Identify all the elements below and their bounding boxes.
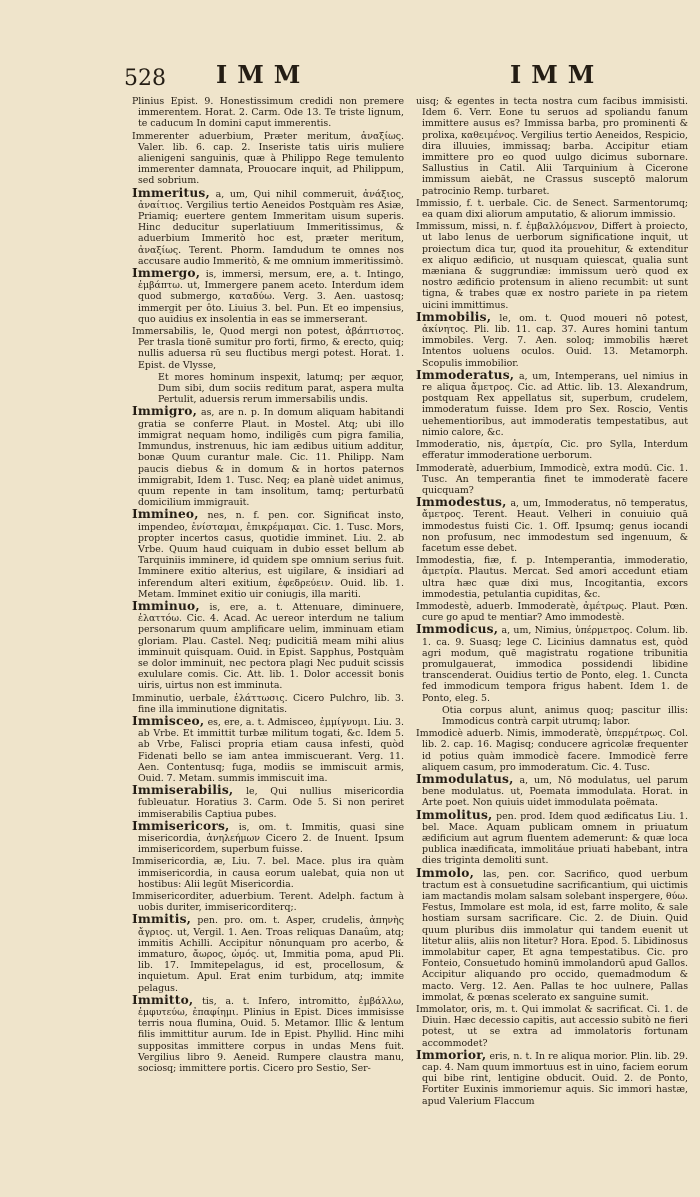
entry-headword: Immitto,: [132, 992, 194, 1007]
entry-text: pen. pro. om. t. Asper, crudelis, ἀπηνὴς ἄγριος. ut, Vergil. 1. Aen. Troas reliquas Danaûm, atq; immitis Achilli. Accipitur nōnunquam pro acerbo, & immaturo, ἄωρος, ὠμός. ut, Immitia poma, apud Pli. lib. 17. Immitepelagus, id est, procellosum, & inquietum. Apul. Erat enim turbidum, atq; immite pelagus.: [138, 915, 404, 994]
entry-headword: Immeritus,: [132, 185, 210, 200]
entry-headword: Immolo,: [416, 865, 475, 880]
dictionary-entry: [132, 326, 404, 371]
dictionary-entry: [416, 865, 688, 1003]
entry-headword: Immisericors,: [132, 818, 230, 833]
entry-text: le, om. t. Quod moueri nō potest, ἀκίνητος. Pli. lib. 11. cap. 37. Aures homini tantum immobiles. Verg. 7. Aen. soloq; immobilis hæret Intentos uoluens oculos. Ouid. 13. Metamorph. Scopulis immobilior.: [422, 312, 688, 369]
entry-text: es, ere, a. t. Admisceo, ἐμμίγνυμι. Liu. 3. ab Vrbe. Et immittit turbæ militum togati, &c. Idem 5. ab Vrbe, Falisci propria etiam causa infesti, quòd Fidenati bello se iam antea immiscuerant. Verg. 11. Aen. Contentusq; fuga, modiis se immiscuit armis, Ouid. 7. Metam. summis immiscuit ima.: [138, 716, 404, 784]
entry-text: a, um, Immoderatus, nō temperatus, ἄμετρος. Terent. Heaut. Velheri in conuiuio quā immodestus fuisti Cic. 1. Off. Ipsumq; genus iocandi non profusum, nec immodestum sed ingenuum, & facetum esse debet.: [422, 498, 688, 554]
dictionary-entry: [416, 96, 688, 197]
dictionary-entry: [416, 497, 688, 554]
entry-text: a, um, Nimius, ὑπέρμετρος. Colum. lib. 1. ca. 9. Suasq; lege C. Licinius damnatus est, quòd agri modum, quē magistratu rogatione tribunitia promulgauerat, immodica possidendi libidine transcenderat. Ouidius tertio de Ponto, eleg. 1. Cuncta fed immodicum tempora frigus habent. Idem 1. de Ponto, eleg. 5.: [422, 625, 688, 704]
entry-text: is, ere, a. t. Attenuare, diminuere, ἐλαττόω. Cic. 4. Acad. Ac uereor interdum ne talium personarum quum amplificare uelim, imminuam etiam gloriam. Plau. Castel. Neq; pudicitiā meam mihi alius imminuit quisquam. Ouid. in Epist. Sapphus, Postquàm se dolor imminuit, nec pectora plagi Nec puduit scissis exululare comis. Cic. Att. lib. 1. Dolor accessit bonis uiris, uirtus non est imminuta.: [138, 601, 404, 692]
entry-text: Immodestè, aduerb. Immoderatè, ἀμέτρως. Plaut. Pœn. cure go apud te mentiar? Amo immodestè.: [416, 600, 688, 624]
entry-text: Imminutio, uerbale, ἐλάττωσις. Cicero Pulchro, lib. 3. fine illa imminutione dignitatis.: [132, 692, 404, 715]
dictionary-entry: [132, 185, 404, 267]
dictionary-entry: [132, 693, 404, 715]
entry-text: a, um, Nō modulatus, uel parum bene modulatus. ut, Poemata immodulata. Horat. in Arte poet. Non quiuis uidet immodulata poëmata.: [422, 774, 688, 809]
dictionary-entry: [416, 771, 688, 809]
verse-quotation: Otia corpus alunt, animus quoq; pascitur illis: Immodicus contrà carpit utrumq; labor.: [442, 704, 688, 727]
dictionary-entry: [416, 439, 688, 461]
entry-text: nes, n. f. pen. cor. Significat insto, impendeo, ἐνίσταμαι, ἐπικρέμαμαι. Cic. 1. Tusc. Mors, propter incertos casus, quotidie imminet. Liu. 2. ab Vrbe. Quum haud cuiquam in dubio esset bellum ab Tarquiniis imminere, id quidem spe omnium serius fuit. Imminere exitio alterius, est uigilare, & insidiari ad inferendum alteri exitium, ἐφεδρεύειν. Ouid. lib. 1. Metam. Imminet exitio uir coniugis, illa mariti.: [138, 510, 404, 600]
entry-text: a, um, Qui nihil commeruit, ἀνάξιος, ἀναίτιος. Vergilius tertio Aeneidos Postquàm res Asiæ, Priamiq; euertere gentem Immeritam uisum superis. Hinc deducitur superlatiuum Immeritissimus, & aduerbium Immeritò hoc est, præter meritum, ἀναξίως. Terent. Phorm. Iamdudum te omnes nos accusare audio Immeritò, & me omnium immeritissimò.: [138, 188, 404, 267]
entry-text: Immersabilis, le, Quod mergi non potest, ἀβάπτιστος. Per trasla tionē sumitur pro forti, firmo, & erecto, quiq; nullis aduersa rū seu fluctibus mergi potest. Horat. 1. Epist. de Vlysse,: [132, 326, 404, 371]
dictionary-entry: [416, 624, 688, 703]
dictionary-entry: [416, 705, 688, 727]
dictionary-entry: [416, 198, 688, 220]
entry-text: Immissum, missi, n. f. ἐμβαλλόμενον, Differt à proiecto, ut labo lenus de uerborum significatione inquit, ut proiectum dica tur, quod ita prouehitur, & extenditur ex aliquo ædificio, ut nusquam quiescat, qualia sunt mæniana & suggrundiæ: immissum uerò quod ex nostro ædificio protensum in alieno recumbit: ut sunt tigna, & trabes quæ ex nostro pariete in pa rietem uicini immittimus.: [416, 221, 688, 311]
running-head-right: IMM: [510, 60, 605, 89]
entry-text: Immoderatio, nis, ἀμετρία, Cic. pro Sylla, Interdum efferatur immoderatione uerborum.: [416, 439, 688, 462]
entry-headword: Immolitus,: [416, 807, 493, 822]
entry-headword: Immitis,: [132, 912, 192, 927]
entry-text: pen. prod. Idem quod ædificatus Liu. 1. bel. Mace. Aquam publicam omnem in priuatum ædificium aut agrum fluentem ademerunt: & quæ loca publica inædificata, immolitáue priuati habebant, intra dies triginta demoliti sunt.: [422, 810, 688, 867]
dictionary-entry: [132, 785, 404, 820]
dictionary-entry: [416, 221, 688, 311]
entry-text: Immodestia, fiæ, f. p. Intemperantia, immoderatio, ἀμετρία. Plautus. Mercat. Sed amori accedunt etiam ultra hæc quæ dixi mus, Incogitantia, excors immodestia, petulantia cupiditas, &c.: [416, 555, 688, 600]
dictionary-entry: [132, 992, 404, 1075]
entry-text: Immerenter aduerbium, Præter meritum, ἀναξίως. Valer. lib. 6. cap. 2. Inseriste tatis uiris muliere alienigeni sanguinis, quæ à Philippo Rege temulento immerenter damnata, Prouocare inquit, ad Philippum, sed sobrium.: [132, 130, 404, 187]
dictionary-entry: [416, 601, 688, 623]
entry-text: Immoderatè, aduerbium, Immodicè, extra modū. Cic. 1. Tusc. An temperantia finet te immoderatè facere quicquam?: [416, 462, 688, 496]
entry-headword: Immigro,: [132, 404, 198, 419]
dictionary-entry: [132, 96, 404, 130]
entry-headword: Immodulatus,: [416, 771, 514, 786]
dictionary-entry: [132, 509, 404, 600]
dictionary-entry: [132, 891, 404, 913]
dictionary-entry: [132, 818, 404, 856]
entry-text: Immolator, oris, m. t. Qui immolat & sacrificat. Ci. 1. de Diuin. Hæc decessio capitis, aut accessio subitò ne fieri potest, ut se extra ad immolatoris fortunam accommodet?: [416, 1004, 688, 1049]
entry-text: Immisericordia, æ, Liu. 7. bel. Mace. plus ira quàm immisericordia, in causa eorum ualebat, quia non ut hostibus: Alii legūt Misericordia.: [132, 856, 404, 890]
entry-text: eris, n. t. In re aliqua morior. Plin. lib. 29. cap. 4. Nam quum immortuus est in uino, faciem eorum qui bibe rint, lentigine obducit. Ouid. 2. de Ponto, Fortiter Euxinis immoriemur aquis. Sic immori hastæ, apud Valerium Flaccum: [422, 1050, 688, 1107]
dictionary-entry: [416, 309, 688, 369]
page-number: 528: [124, 66, 166, 91]
entry-text: Plinius Epist. 9. Honestissimum credidi non premere immerentem. Horat. 2. Carm. Ode 13. Te triste lignum, te caducum In domini caput immerentis.: [132, 96, 404, 130]
dictionary-entry: [416, 463, 688, 497]
dictionary-entry: [416, 1004, 688, 1049]
entry-text: is, immersi, mersum, ere, a. t. Intingo, ἐμβάπτω. ut, Immergere panem aceto. Interdum idem quod submergo, καταδύω. Verg. 3. Aen. uastosq; immergit per ôto. Liuius 3. bel. Pun. Et eo impensius, quo auidius ex insolentia in eas se immerserant.: [138, 269, 404, 325]
right-column: [416, 96, 688, 1176]
entry-headword: Immodicus,: [416, 622, 499, 637]
entry-text: Immisericorditer, aduerbium. Terent. Adelph. factum à uobis duriter, immisericorditerq;.: [132, 891, 404, 914]
dictionary-entry: [132, 372, 404, 406]
dictionary-entry: [132, 268, 404, 325]
entry-headword: Immoderatus,: [416, 367, 515, 382]
dictionary-entry: [132, 406, 404, 508]
left-column: [132, 96, 404, 1176]
dictionary-entry: [416, 555, 688, 600]
entry-headword: Imminuo,: [132, 598, 200, 613]
entry-headword: Immorior,: [416, 1047, 487, 1062]
entry-text: Immissio, f. t. uerbale. Cic. de Senect. Sarmentorumq; ea quam dixi aliorum amputatio, & aliorum immissio.: [416, 197, 688, 221]
entry-text: le, Qui nullius misericordia fubleuatur. Horatius 3. Carm. Ode 5. Si non periret immiserabilis Captiua pubes.: [138, 786, 404, 820]
dictionary-entry: [416, 807, 688, 867]
entry-headword: Immodestus,: [416, 495, 507, 510]
dictionary-entry: [132, 713, 404, 784]
entry-headword: Immergo,: [132, 266, 201, 281]
dictionary-entry: [132, 598, 404, 692]
dictionary-entry: [132, 914, 404, 993]
entry-headword: Immineo,: [132, 507, 199, 522]
entry-text: a, um, Intemperans, uel nimius in re aliqua ἄμετρος. Cic. ad Attic. lib. 13. Alexandrum, postquam Rex appellatus sit, superbum, crudelem, immoderatum fuisse. Idem pro Sex. Roscio, Ventis uehementioribus, aut immoderatis tempestatibus, aut nimio calore, &c.: [422, 370, 688, 438]
entry-headword: Immobilis,: [416, 309, 492, 324]
entry-text: is, om. t. Immitis, quasi sine misericordia, ἀνηλεήμων Cicero 2. de Inuent. Ipsum immisericordem, superbum fuisse.: [138, 821, 404, 856]
entry-headword: Immiserabilis,: [132, 783, 234, 798]
entry-text: uisq; & egentes in tecta nostra cum facibus immisisti. Idem 6. Verr. Eone tu seruos ad spoliandu fanum immittere ausus es? Immissa barba, pro prominenti & prolixa, καθειμένος. Vergilius tertio Aeneidos, Respicio, dira illuuies, immissaq; barba. Accipitur etiam immittere pro eo quod uulgo dicimus subornare. Sallustius in Catil. Alii Tarquinium à Cicerone immissum aiebāt, ne Crassus susceptō malorum patrocinio Remp. turbaret.: [416, 96, 688, 197]
entry-text: las, pen. cor. Sacrifico, quod uerbum tractum est à consuetudine sacrificantium, qui uictimis iam mactandis molam salsam solebant inspergere, θύω. Festus, Immolare est mola, id est, farre molito, & sale hostiam sursam sacrificare. Cic. 2. de Diuin. Quid quum pluribus diis immolatur qui tandem euenit ut litetur aliis, aliis non litetur? Hora. Epod. 5. Libidinosus immolabitur caper, Et agna tempestatibus. Cic. pro Fonteio, Consuetudo hominū immolandorū apud Gallos. Accipitur aliquando pro occido, quemadmodum & macto. Verg. 12. Aen. Pallas te hoc uulnere, Pallas immolat, & pœnas scelerato ex sanguine sumit.: [422, 868, 688, 1003]
entry-headword: Immisceo,: [132, 713, 205, 728]
entry-text: Immodicè aduerb. Nimis, immoderatè, ὑπερμέτρως. Col. lib. 2. cap. 16. Magisq; conducere agricolæ frequenter id potius quàm immodicè facere. Immodicè ferre aliquem casum, pro immoderatum. Cic. 4. Tusc.: [416, 728, 688, 773]
dictionary-entry: [132, 856, 404, 890]
entry-text: as, are n. p. In domum aliquam habitandi gratia se conferre Plaut. in Mostel. Atq; ubi illo immigrat nequam homo, indiligēs cum pigra familia, Immundus, instrenuus, hic iam ædibus uitium additur, bonæ Quum curantur male. Cic. 11. Philipp. Nam paucis diebus & in domum & in hortos paternos immigrabit, Idem 1. Tusc. Neq; ea planè uidet animus, quum repente in tam insolitum, tamq; perturbatū domicilium immigrauit.: [138, 407, 404, 509]
dictionary-entry: [416, 728, 688, 773]
page-header: [0, 60, 700, 94]
running-head-left: IMM: [216, 60, 311, 89]
dictionary-entry: [132, 131, 404, 187]
dictionary-entry: [416, 367, 688, 438]
dictionary-entry: [416, 1047, 688, 1107]
entry-text: tis, a. t. Infero, intromitto, ἐμβάλλω, ἐμφυτεύω, ἐπαφίημι. Plinius in Epist. Dices immisisse terris noua flumina, Ouid. 5. Metamor. Illic & lentum filis immittitur aurum. Ide in Epist. Phyllid. Hinc mihi suppositas immittere corpus in undas Mens fuit. Vergilius libro 9. Aeneid. Rumpere claustra manu, sociosq; immittere portis. Cicero pro Sestio, Ser-: [138, 995, 404, 1075]
verse-quotation: Et mores hominum inspexit, latumq; per æquor, Dum sibi, dum sociis reditum parat, aspera multa Pertulit, aduersis rerum immersabilis undis.: [158, 371, 404, 406]
